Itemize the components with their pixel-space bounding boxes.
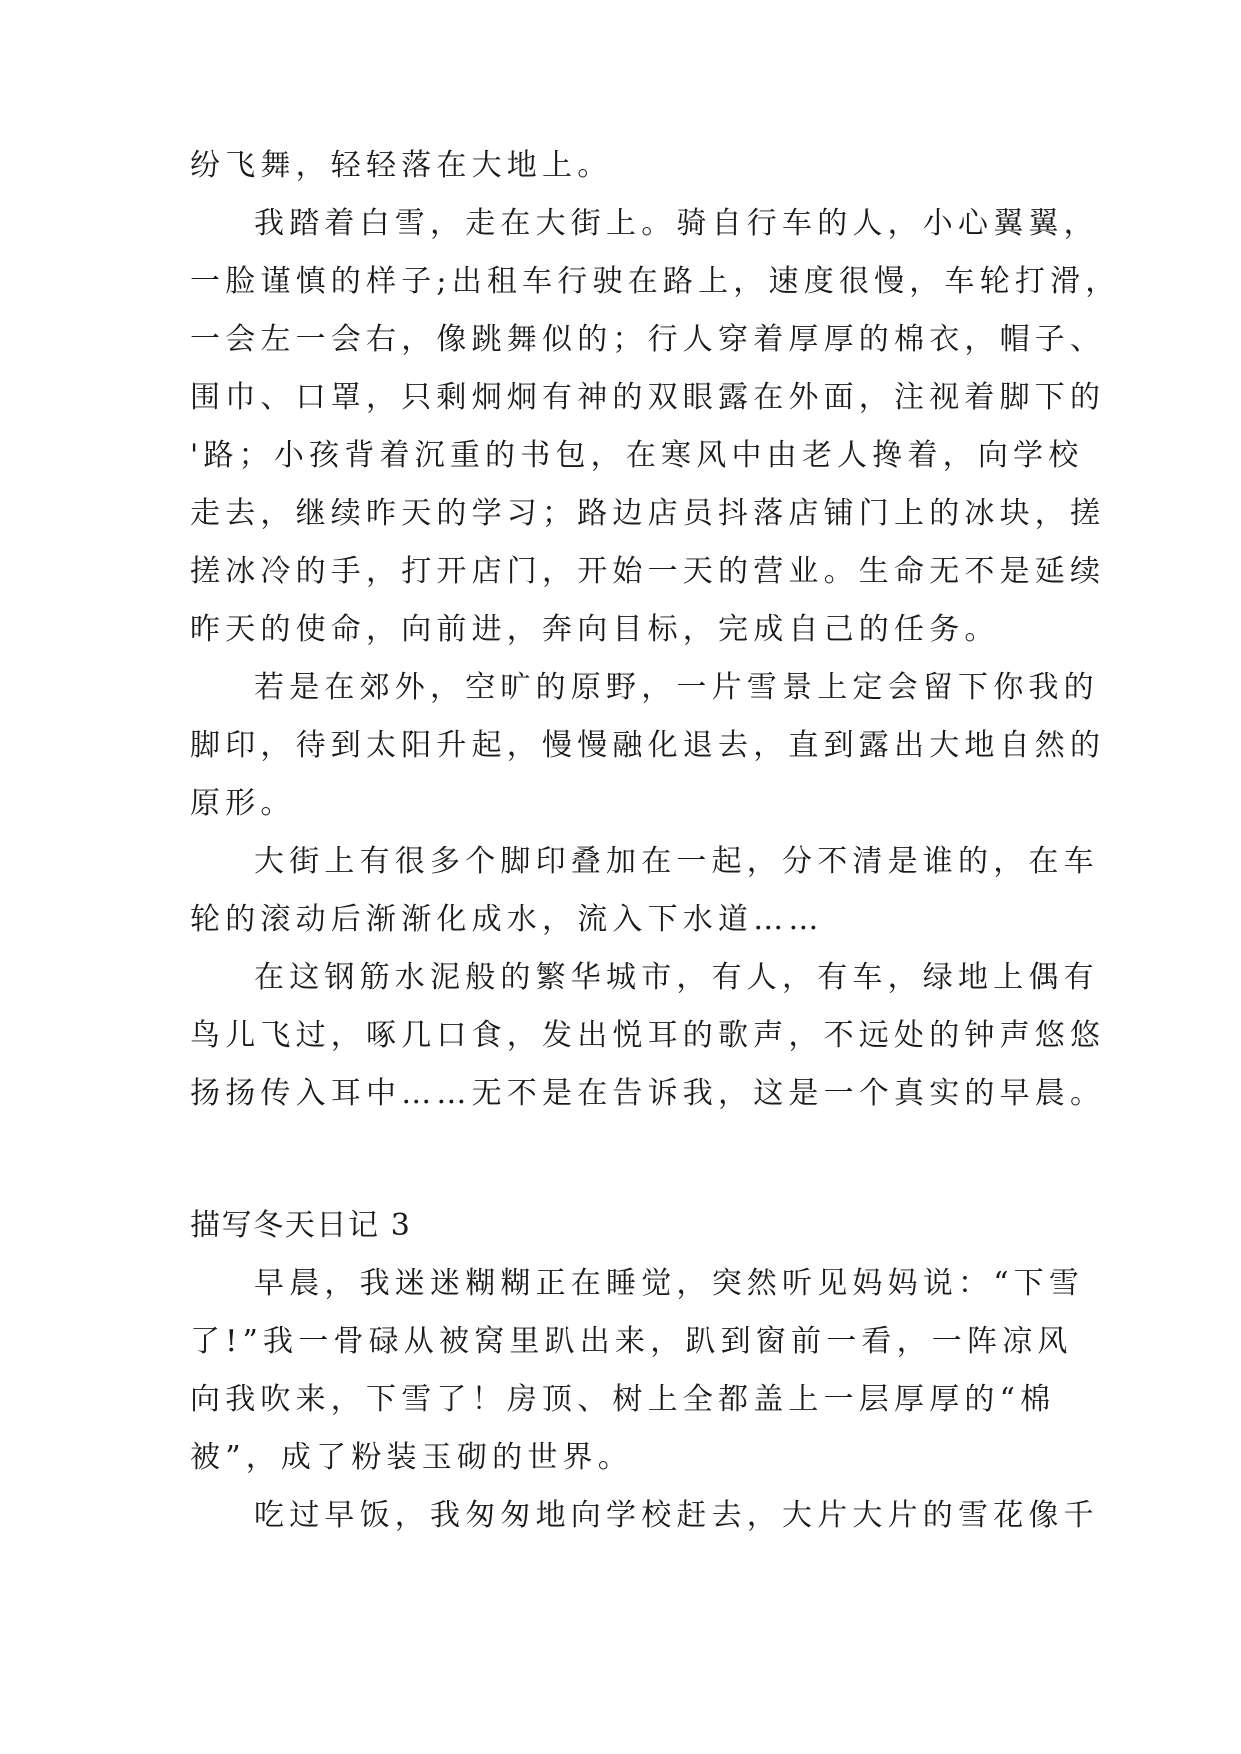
text-line: 一脸谨慎的样子;出租车行驶在路上，速度很慢，车轮打滑， [190, 264, 1121, 299]
text-line: 搓冰冷的手，打开店门，开始一天的营业。生命无不是延续 [190, 554, 1106, 589]
text-line: 走去，继续昨天的学习；路边店员抖落店铺门上的冰块，搓 [190, 496, 1106, 531]
paragraph-start-line: 早晨，我迷迷糊糊正在睡觉，突然听见妈妈说：“下雪 [254, 1266, 1085, 1301]
text-line: 鸟儿飞过，啄几口食，发出悦耳的歌声，不远处的钟声悠悠 [190, 1018, 1106, 1053]
text-line: 扬扬传入耳中……无不是在告诉我，这是一个真实的早晨。 [190, 1076, 1106, 1111]
text-line: 脚印，待到太阳升起，慢慢融化退去，直到露出大地自然的 [190, 728, 1106, 763]
text-line: 被”，成了粉装玉砌的世界。 [190, 1440, 633, 1475]
paragraph-start-line: 若是在郊外，空旷的原野，一片雪景上定会留下你我的 [254, 670, 1099, 705]
text-line: 了!”我一骨碌从被窝里趴出来，趴到窗前一看，一阵凉风 [190, 1324, 1073, 1359]
text-line: '路；小孩背着沉重的书包，在寒风中由老人搀着，向学校 [190, 438, 1084, 473]
paragraph-start-line: 吃过早饭，我匆匆地向学校赶去，大片大片的雪花像千 [254, 1498, 1099, 1533]
section-heading: 描写冬天日记 3 [190, 1208, 412, 1243]
paragraph-start-line: 我踏着白雪，走在大街上。骑自行车的人，小心翼翼， [254, 206, 1099, 241]
text-line: 一会左一会右，像跳舞似的；行人穿着厚厚的棉衣，帽子、 [190, 322, 1106, 357]
text-line: 纷飞舞，轻轻落在大地上。 [190, 148, 613, 183]
paragraph-start-line: 大街上有很多个脚印叠加在一起，分不清是谁的，在车 [254, 844, 1099, 879]
text-line: 原形。 [190, 786, 296, 821]
text-line: 昨天的使命，向前进，奔向目标，完成自己的任务。 [190, 612, 1000, 647]
paragraph-start-line: 在这钢筋水泥般的繁华城市，有人，有车，绿地上偶有 [254, 960, 1099, 995]
text-line: 轮的滚动后渐渐化成水，流入下水道…… [190, 902, 824, 937]
text-line: 向我吹来，下雪了！房顶、树上全都盖上一层厚厚的“棉 [190, 1382, 1056, 1417]
text-line: 围巾、口罩，只剩炯炯有神的双眼露在外面，注视着脚下的 [190, 380, 1106, 415]
